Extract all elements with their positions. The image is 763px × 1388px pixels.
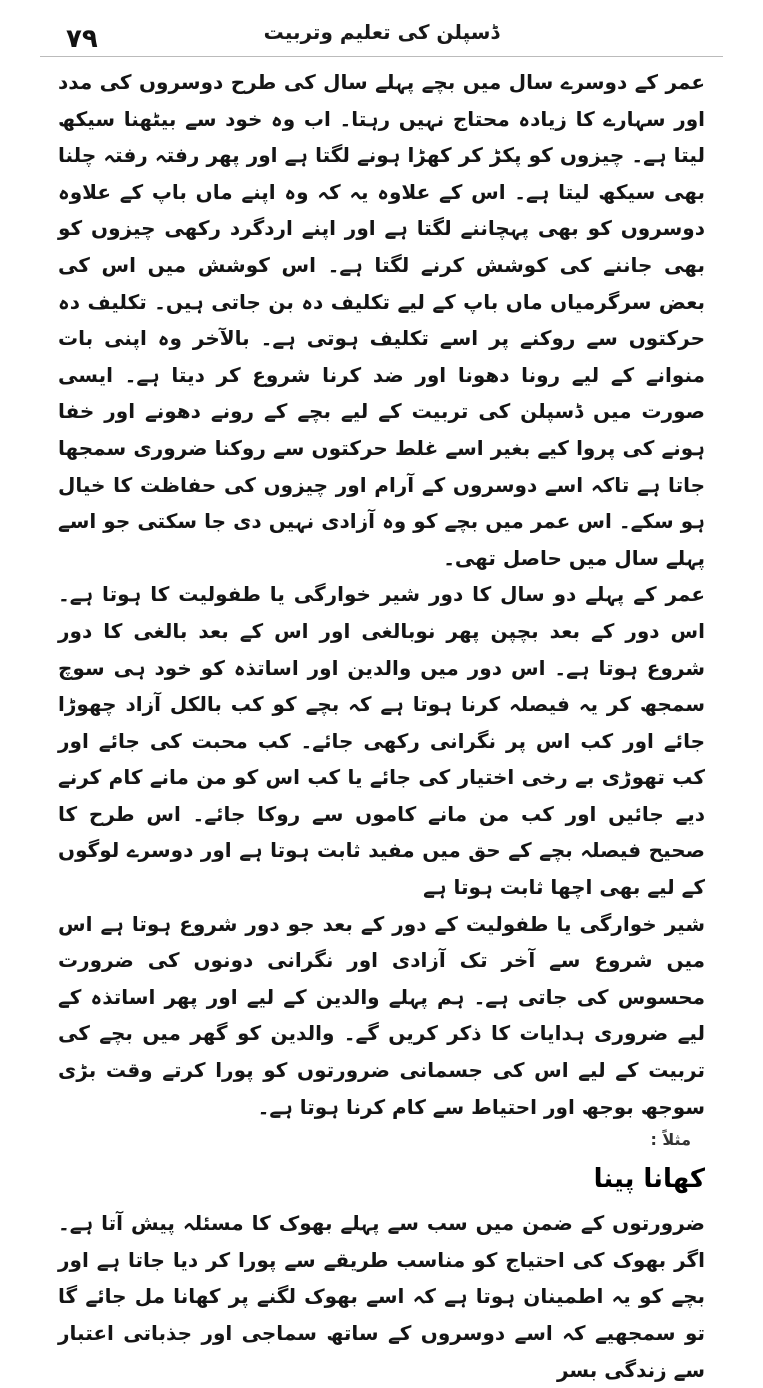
paragraph-infancy-stages: عمر کے پہلے دو سال کا دور شیر خوارگی یا طفولیت کا ہوتا ہے۔ اس دور کے بعد بچپن پھر نوبالغی اور اس کے بعد بالغی کا دور شروع ہوتا ہے۔ اس دور میں والدین اور اساتذہ کو خود ہی سوچ سمجھ کر یہ فیصلہ کرنا ہوتا ہے کہ بچے کو کب بالکل آزاد چھوڑا جائے اور کب اس پر نگرانی رکھی جائے۔ کب محبت کی جائے اور کب تھوڑی بے رخی اختیار کی جائے یا کب اس کو من مانے کام کرنے دیے جائیں اور کب من مانے کاموں سے روکا جائے۔ اس طرح کا صحیح فیصلہ بچے کے حق میں مفید ثابت ہوتا ہے اور دوسرے لوگوں کے لیے بھی اچھا ثابت ہوتا ہے [58,582,705,900]
paragraph-freedom-supervision: شیر خوارگی یا طفولیت کے دور کے بعد جو دور شروع ہوتا ہے اس میں شروع سے آخر تک آزادی اور نگرانی دونوں کی ضرورت محسوس کی جاتی ہے۔ ہم پہلے والدین کے لیے اور پھر اساتذہ کے لیے ضروری ہدایات کا ذکر کریں گے۔ والدین کو گھر میں بچے کی تربیت کے لیے اس کی جسمانی ضرورتوں کو پورا کرتے وقت بڑی سوجھ بوجھ اور احتیاط سے کام کرنا ہوتا ہے۔ [58,911,705,1119]
paragraph-second-year: عمر کے دوسرے سال میں بچے پہلے سال کی طرح دوسروں کی مدد اور سہارے کا زیادہ محتاج نہیں رہتا۔ اب وہ خود سے بیٹھنا سیکھ لیتا ہے۔ چیزوں کو پکڑ کر کھڑا ہونے لگتا ہے اور پھر رفتہ رفتہ چلنا بھی سیکھ لیتا ہے۔ اس کے علاوہ یہ کہ وہ اپنے ماں باپ کے علاوہ دوسروں کو بھی پہچاننے لگتا ہے اور اپنے اردگرد رکھی چیزوں کو بھی جاننے کی کوشش کرنے لگتا ہے۔ اس کوشش میں اس کی بعض سرگرمیاں ماں باپ کے لیے تکلیف دہ بن جاتی ہیں۔ تکلیف دہ حرکتوں سے روکنے پر اسے تکلیف ہوتی ہے۔ بالآخر وہ اپنی بات منوانے کے لیے رونا دھونا اور ضد کرنا شروع کر دیتا ہے۔ ایسی صورت میں ڈسپلن کی تربیت کے لیے بچے کے رونے دھونے اور خفا ہونے کی پروا کیے بغیر اسے غلط حرکتوں سے روکنا ضروری سمجھا جاتا ہے تاکہ اسے دوسروں کے آرام اور چیزوں کی حفاظت کا خیال ہو سکے۔ اس عمر میں بچے کو وہ آزادی نہیں دی جا سکتی جو اسے پہلے سال میں حاصل تھی۔ [58,70,705,570]
header-divider [40,56,723,57]
example-note: مثلاً : [650,1130,691,1150]
paragraph-hunger: ضرورتوں کے ضمن میں سب سے پہلے بھوک کا مسئلہ پیش آتا ہے۔ اگر بھوک کی احتیاج کو مناسب طریقے سے پورا کر دیا جاتا ہے اور بچے کو یہ اطمینان ہوتا ہے کہ اسے بھوک لگنے پر کھانا مل جائے گا تو سمجھیے کہ اسے دوسروں کے ساتھ سماجی اور جذباتی اعتبار سے زندگی بسر [58,1211,705,1382]
section-heading-eating-drinking: کھانا پینا [593,1164,705,1195]
running-title: ڈسپلن کی تعلیم وتربیت [263,20,500,44]
page-body [58,64,705,1388]
page-number: ۷۹ [66,24,98,54]
